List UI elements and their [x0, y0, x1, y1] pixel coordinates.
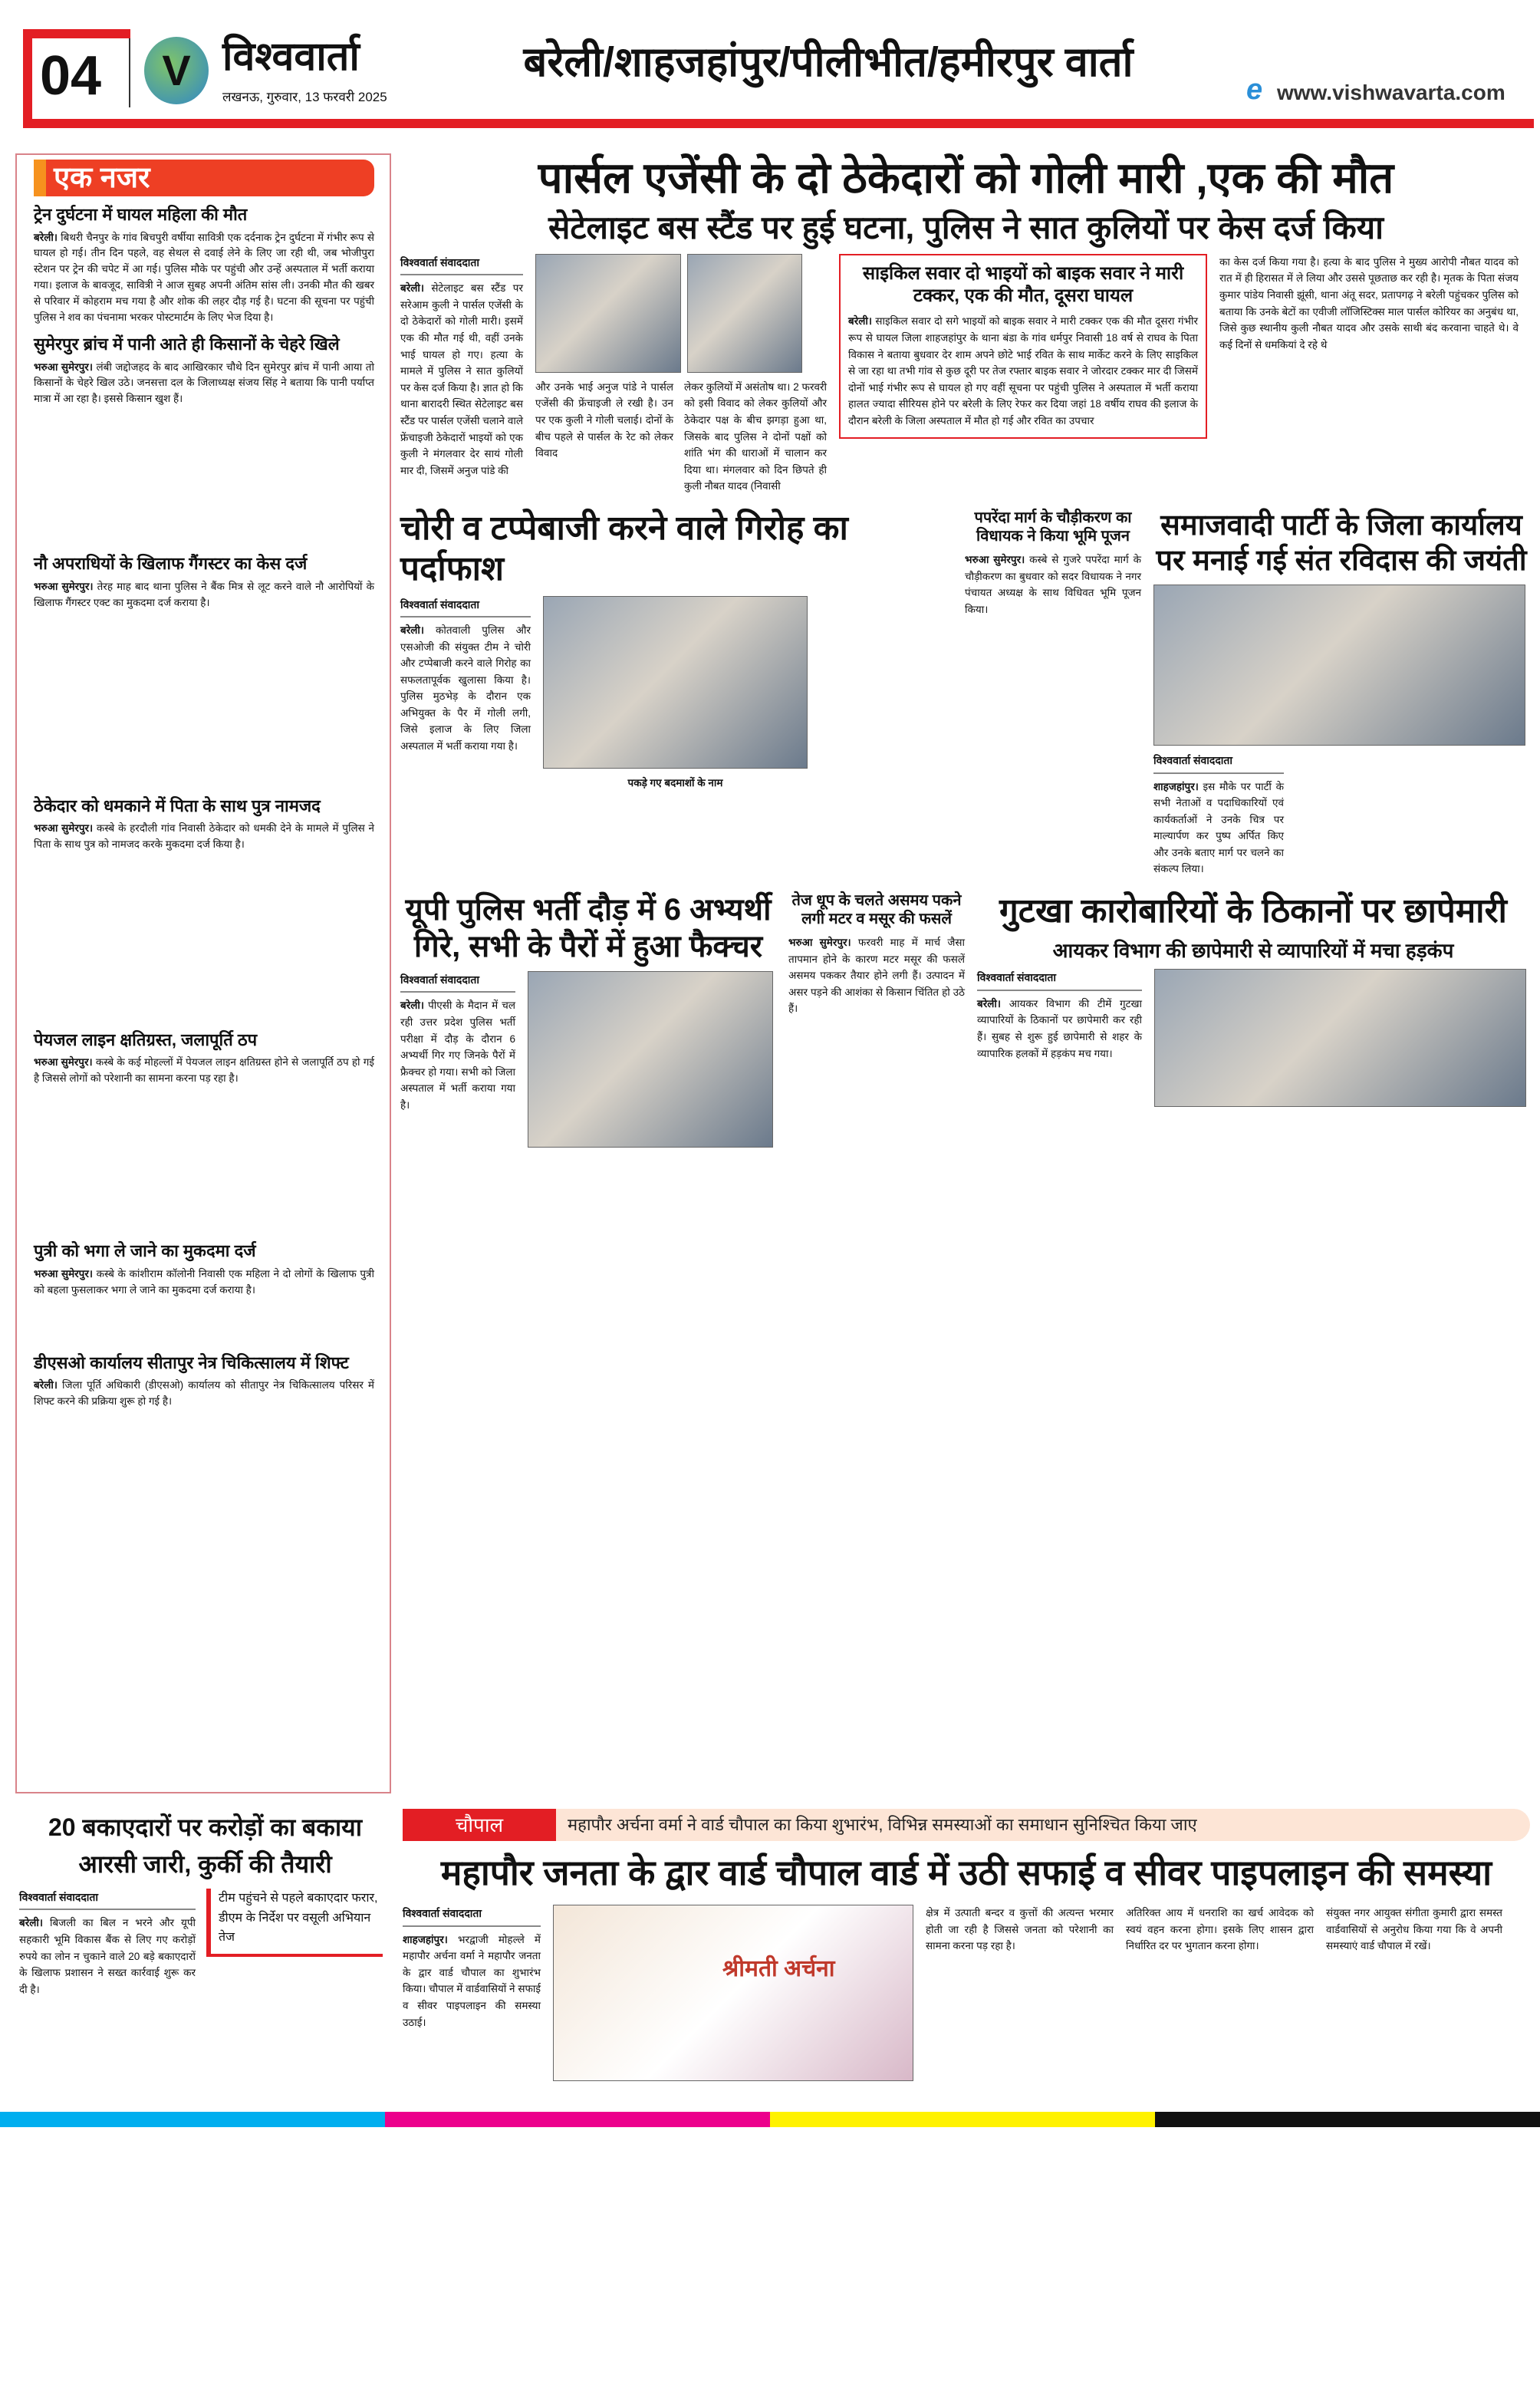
- dateline: लखनऊ, गुरुवार, 13 फरवरी 2025: [222, 90, 387, 104]
- crop-body: फरवरी माह में मार्च जैसा तापमान होने के कारण मटर मसूर की फसलें असमय पककर तैयार होने लगी हैं। उत्पादन में असर पड़ने की आशंका से किसान चिंतित हो उठे हैं।: [788, 937, 965, 1015]
- chaupal-kicker: महापौर अर्चना वर्मा ने वार्ड चौपाल का किया शुभारंभ, विभिन्न समस्याओं का समाधान सुनिश्चित किया जाए: [568, 1814, 1197, 1834]
- browser-icon: e: [1246, 74, 1263, 106]
- brief-story: [34, 1352, 374, 1410]
- brief-title: ठेकेदार को धमकाने में पिता के साथ पुत्र नामजद: [34, 795, 321, 815]
- byline: विश्ववार्ता संवाददाता: [400, 254, 523, 275]
- upper-section: [15, 153, 1534, 1793]
- box-headline: साइकिल सवार दो भाइयों को बाइक सवार ने मारी टक्कर, एक की मौत, दूसरा घायल: [862, 262, 1184, 306]
- brand-name: विश्ववार्ता: [222, 35, 360, 79]
- ek-nazar-label: एक नजर: [34, 160, 374, 196]
- page-number: 04: [40, 45, 102, 107]
- gang-body: [400, 596, 531, 755]
- chaupal-column-4: संयुक्त नगर आयुक्त संगीता कुमारी द्वारा समस्त वार्डवासियों से अनुरोध किया गया कि वे अपनी समस्याएं वार्ड चौपाल में रखें।: [1326, 1907, 1502, 1952]
- brief-story: [34, 795, 374, 853]
- police-text: पीएसी के मैदान में चल रही उत्तर प्रदेश पुलिस भर्ती परीक्षा में दौड़ के दौरान 6 अभ्यर्थी गिर गए जिनके पैरों में फ्रैक्चर हो गया। सभी को जिला अस्पताल में भर्ती कराया गया है।: [400, 1000, 515, 1112]
- bike-accident-box: [839, 254, 1207, 439]
- byline: विश्ववार्ता संवाददाता: [977, 969, 1142, 990]
- brief-title: पेयजल लाइन क्षतिग्रस्त, जलापूर्ति ठप: [34, 1029, 258, 1049]
- chaupal-text: भरद्वाजी मोहल्ले में महापौर अर्चना वर्मा ने महापौर जनता के द्वार वार्ड चौपाल का शुभारंभ किया। चौपाल में वार्डवासियों ने सफाई व सीवर पाइपलाइन की समस्या उठाई।: [403, 1933, 541, 2028]
- sp-text: इस मौके पर पार्टी के सभी नेताओं व पदाधिकारियों एवं कार्यकर्ताओं ने उनके चित्र पर माल्यार्पण कर पुष्प अर्पित किए और उनके बताए मार्ग पर चलने का संकल्प लिया।: [1153, 780, 1284, 875]
- brief-story: [34, 204, 374, 326]
- crop-headline: तेज धूप के चलते असमय पकने लगी मटर व मसूर की फसलें: [791, 892, 962, 928]
- gutkha-subhead: आयकर विभाग की छापेमारी से व्यापारियों में मचा हड़कंप: [1052, 938, 1454, 962]
- story-dateline: बरेली।: [19, 1917, 43, 1929]
- brief-title: सुमेरपुर ब्रांच में पानी आते ही किसानों के चेहरे खिले: [34, 334, 340, 354]
- divider: [129, 38, 130, 107]
- lead-column-3: लेकर कुलियों में असंतोष था। 2 फरवरी को इसी विवाद को लेकर कुलियों और ठेकेदार पक्ष के बीच झगड़ा हुआ था, जिसके बाद पुलिस ने दोनों पक्षों को शांति भंग की धाराओं में चालान कर दिया था। मंगलवार को दिन छिपते ही कुली नौबत यादव (निवासी: [684, 380, 827, 492]
- story-dateline: बरेली।: [34, 231, 58, 243]
- dues-headline: 20 बकाएदारों पर करोड़ों का बकाया आरसी जारी, कुर्की की तैयारी: [48, 1813, 362, 1878]
- header-accent-bar: [23, 29, 130, 38]
- sp-story: [1153, 509, 1529, 878]
- brief-body: कस्बे के कांशीराम कॉलोनी निवासी एक महिला ने दो लोगों के खिलाफ पुत्री को बहला फुसलाकर भगा ले जाने का मुकदमा दर्ज कराया है।: [34, 1267, 374, 1296]
- brief-story: [34, 1029, 374, 1087]
- raid-photo: [1154, 969, 1526, 1107]
- chaupal-column-3: अतिरिक्त आय में धनराशि का खर्च आवेदक को स्वयं वहन करना होगा। इसके लिए शासन द्वारा निर्धारित दर पर भुगतान करना होगा।: [1126, 1907, 1314, 1952]
- story-dateline: शाहजहांपुर।: [403, 1933, 448, 1945]
- story-dateline: भरुआ सुमेरपुर।: [34, 580, 94, 592]
- gutkha-body: [977, 969, 1142, 1062]
- story-dateline: बरेली।: [400, 624, 424, 636]
- lead-headline: पार्सल एजेंसी के दो ठेकेदारों को गोली मारी ,एक की मौत: [538, 153, 1394, 202]
- byline: विश्ववार्ता संवाददाता: [400, 596, 531, 618]
- victim-photo: [687, 254, 802, 373]
- section-title: बरेली/शाहजहांपुर/पीलीभीत/हमीरपुर वार्ता: [523, 39, 1134, 85]
- gang-text: कोतवाली पुलिस और एसओजी की संयुक्त टीम ने चोरी और टप्पेबाजी करने वाले गिरोह का सफलतापूर्वक खुलासा किया है। पुलिस मुठभेड़ के दौरान एक अभियुक्त के पैर में गोली लगी, जिसे इलाज के लिए जिला अस्पताल में भर्ती कराया गया है।: [400, 624, 531, 753]
- dues-story: [19, 1809, 391, 1998]
- paprenda-headline: पपरेंदा मार्ग के चौड़ीकरण का विधायक ने किया भूमि पूजन: [974, 509, 1132, 545]
- police-body: [400, 971, 515, 1114]
- chaupal-story: [403, 1809, 1530, 2081]
- sp-body: [1153, 752, 1284, 878]
- chaupal-column-2: क्षेत्र में उत्पाती बन्दर व कुत्तों की अत्यन्त भरमार होती जा रही है जिससे जनता को परेशानी का सामना करना पड़ रहा है।: [926, 1907, 1114, 1952]
- lead-column-4: का केस दर्ज किया गया है। हत्या के बाद पुलिस ने मुख्य आरोपी नौबत यादव को रात में ही हिरासत में ले लिया और उससे पूछताछ कर रही है। मृतक के पिता संजय कुमार पांडेय निवासी झूंसी, थाना अंतू सदर, प्रतापगढ़ ने बरेली पहुंचकर पुलिस को बताया कि उनके बेटों का एवीजी लॉजिस्टिक्स माल पार्सल कोरियर का अनुबंध था, जिसे कुछ स्थानीय कुली नौबत यादव और उसके साथी बंद करवाना चाहते थे। वे कई दिनों से धमकियां दे रहे थे: [1219, 255, 1519, 351]
- dues-body: [19, 1889, 196, 1998]
- main-area: [400, 153, 1532, 1148]
- crop-story: [788, 891, 965, 1017]
- lead-photo-columns: [535, 379, 827, 495]
- story-dateline: शाहजहांपुर।: [1153, 780, 1199, 792]
- lead-columns: [400, 254, 1532, 495]
- brief-body: जिला पूर्ति अधिकारी (डीएसओ) कार्यालय को सीतापुर नेत्र चिकित्सालय परिसर में शिफ्ट करने की प्रक्रिया शुरू हो गई है।: [34, 1379, 374, 1408]
- chaupal-tag: चौपाल: [403, 1809, 556, 1841]
- police-columns: [400, 971, 776, 1148]
- injured-candidates-photo: [528, 971, 773, 1148]
- gutkha-story: [977, 891, 1529, 1107]
- gutkha-headline: गुटखा कारोबारियों के ठिकानों पर छापेमारी: [999, 892, 1507, 930]
- story-dateline: बरेली।: [400, 1000, 424, 1012]
- police-headline: यूपी पुलिस भर्ती दौड़ में 6 अभ्यर्थी गिरे, सभी के पैरों में हुआ फैक्चर: [405, 893, 772, 964]
- lead-photo-group: [535, 254, 827, 495]
- chaupal-column-1: [403, 1905, 541, 2030]
- brief-body: कस्बे के कई मोहल्लों में पेयजल लाइन क्षतिग्रस्त होने से जलापूर्ति ठप हो गई है जिससे लोगों को परेशानी का सामना करना पड़ रहा है।: [34, 1056, 374, 1085]
- header-rule: [23, 119, 1534, 128]
- gang-columns: [400, 596, 953, 792]
- dues-text: बिजली का बिल न भरने और यूपी सहकारी भूमि विकास बैंक से लिए गए करोड़ों रुपये का लोन न चुकाने वाले 20 बड़े बकाएदारों के खिलाफ प्रशासन ने सख्त कार्रवाई शुरू कर दी है।: [19, 1917, 196, 1995]
- chaupal-kicker-bar: [403, 1809, 1530, 1841]
- police-story: [400, 891, 776, 1148]
- story-dateline: बरेली।: [977, 997, 1001, 1009]
- gang-headline: चोरी व टप्पेबाजी करने वाले गिरोह का पर्दाफाश: [400, 509, 848, 588]
- ek-nazar-box: [15, 153, 391, 1793]
- brief-title: पुत्री को भगा ले जाने का मुकदमा दर्ज: [34, 1241, 256, 1261]
- brief-story: [34, 1240, 374, 1298]
- brief-story: [34, 334, 374, 407]
- brand-logo-icon: V: [144, 37, 209, 104]
- brief-body: तेरह माह बाद थाना पुलिस ने बैंक मित्र से लूट करने वाले नौ आरोपियों के खिलाफ गैंगस्टर एक्ट का मुकदमा दर्ज कराया है।: [34, 580, 374, 608]
- story-dateline: भरुआ सुमेरपुर।: [965, 553, 1025, 565]
- gang-arrest-photo: [543, 596, 808, 769]
- brief-title: नौ अपराधियों के खिलाफ गैंगस्टर का केस दर्ज: [34, 554, 308, 574]
- story-dateline: भरुआ सुमेरपुर।: [34, 361, 93, 373]
- brief-story: [34, 553, 374, 611]
- dues-columns: [19, 1889, 391, 1998]
- hospital-photo: [535, 254, 681, 373]
- brief-title: डीएसओ कार्यालय सीतापुर नेत्र चिकित्सालय में शिफ्ट: [34, 1352, 349, 1372]
- story-dateline: बरेली।: [34, 1379, 58, 1392]
- lead-subhead: सेटेलाइट बस स्टैंड पर हुई घटना, पुलिस ने सात कुलियों पर केस दर्ज किया: [548, 209, 1384, 246]
- bottom-section: [0, 1809, 1540, 2112]
- lead-body: सेटेलाइट बस स्टैंड पर सरेआम कुली ने पार्सल एजेंसी के दो ठेकेदारों को गोली मारी। इसमें एक की मौत गई थी, वहीं उनके भाई घायल हो गए। हत्या के मामले में पुलिस ने सात कुलियों पर केस दर्ज किया है। ज्ञात हो कि थाना बारादरी स्थित सेटेलाइट बस स्टैंड पर पार्सल एजेंसी चलाने वाले फ्रेंचाइजी ठेकेदारों भाइयों को एक कुली ने मंगलवार देर सायं गोली मार दी, जिसमें अनुज पांडे की: [400, 282, 523, 476]
- lead-column-1: [400, 254, 523, 479]
- story-dateline: भरुआ सुमेरपुर।: [34, 822, 94, 835]
- mayor-chaupal-photo: [553, 1905, 913, 2081]
- story-dateline: बरेली।: [848, 315, 872, 328]
- gutkha-columns: [977, 969, 1529, 1107]
- chaupal-columns: [403, 1905, 1530, 2081]
- paprenda-body: कस्बे से गुजरे पपरेंदा मार्ग के चौड़ीकरण का बुधवार को सदर विधायक ने नगर पंचायत अध्यक्ष के साथ विधिवत भूमि पूजन किया।: [965, 553, 1141, 615]
- chaupal-headline: महापौर जनता के द्वार वार्ड चौपाल वार्ड में उठी सफाई व सीवर पाइपलाइन की समस्या: [440, 1853, 1492, 1892]
- brief-title: ट्रेन दुर्घटना में घायल महिला की मौत: [34, 205, 248, 224]
- gang-photo-group: [543, 596, 808, 792]
- sp-headline: समाजवादी पार्टी के जिला कार्यालय पर मनाई गई संत रविदास की जयंती: [1156, 509, 1527, 577]
- lead-photos: [535, 254, 827, 373]
- sp-event-photo: [1153, 585, 1525, 746]
- brief-body: बिथरी चैनपुर के गांव बिचपुरी वर्षीया सावित्री एक दर्दनाक ट्रेन दुर्घटना में गंभीर रूप से घायल हो गई। तीन दिन पहले, वह सेथल से दवाई लेने के लिए जा रही थी, जब भोजीपुरा स्टेशन पर ट्रेन की चपेट में आ गई। पुलिस मौके पर पहुंची और उन्हें अस्पताल में भर्ती कराया गया। इलाज के बावजूद, सावित्री ने आज सुबह अपनी अंतिम सांस ली। उनकी मौत की खबर से परिवार में कोहराम मच गया है और शोक की लहर दौड़ गई है। घटना की सूचना पर पहुंची पुलिस ने शव का पंचनामा भरकर पोस्टमार्टम के लिए भेज दिया है।: [34, 231, 374, 324]
- story-dateline: भरुआ सुमेरपुर।: [34, 1056, 93, 1069]
- lower-row: [400, 891, 1532, 1148]
- page-body: [0, 153, 1540, 2127]
- brief-body: लंबी जद्दोजहद के बाद आखिरकार चौथे दिन सुमेरपुर ब्रांच में पानी आया तो किसानों के चेहरे खिल उठे। जनसत्ता दल के जिलाध्यक्ष संजय सिंह ने बताया कि पानी पर्याप्त मात्रा में आ रहा है। इससे किसान खुश हैं।: [34, 361, 374, 405]
- brief-list: [34, 204, 374, 1410]
- brief-body: कस्बे के हरदौली गांव निवासी ठेकेदार को धमकी देने के मामले में पुलिस ने पिता के साथ पुत्र को नामजद करके मुकदमा दर्ज किया है।: [34, 822, 375, 851]
- gang-story: [400, 509, 953, 791]
- banner-text: श्रीमती अर्चना: [722, 1956, 835, 1982]
- gang-subhead: पकड़े गए बदमाशों के नाम: [627, 776, 723, 789]
- story-dateline: भरुआ सुमेरपुर।: [34, 1267, 93, 1280]
- middle-row: [400, 509, 1532, 878]
- paprenda-story: [965, 509, 1141, 618]
- byline: विश्ववार्ता संवाददाता: [1153, 752, 1284, 773]
- dues-pullquote: टीम पहुंचने से पहले बकाएदार फरार, डीएम के निर्देश पर वसूली अभियान तेज: [206, 1889, 383, 1957]
- byline: विश्ववार्ता संवाददाता: [19, 1889, 196, 1910]
- registration-color-bar: [0, 2112, 1540, 2127]
- byline: विश्ववार्ता संवाददाता: [403, 1905, 541, 1926]
- byline: विश्ववार्ता संवाददाता: [400, 971, 515, 993]
- lead-story: [400, 153, 1532, 495]
- story-dateline: भरुआ सुमेरपुर।: [788, 937, 851, 949]
- lead-column-2: और उनके भाई अनुज पांडे ने पार्सल एजेंसी की फ्रेंचाइजी ले रखी है। उन पर एक कुली ने गोली चलाई। दोनों के बीच पहले से पार्सल के रेट को लेकर विवाद: [535, 380, 673, 459]
- box-body: साइकिल सवार दो सगे भाइयों को बाइक सवार ने मारी टक्कर एक की मौत दूसरा गंभीर रूप से घायल जिला शाहजहांपुर के थाना बंडा के गांव धर्मपुर निवासी 18 वर्ष से राघव के पिता विकास ने बताया बुधवार देर शाम अपने छोटे भाई रवित के साथ मार्केट करने के लिए साइकिल से जा रहा था तभी गांव से कुछ दूरी पर तेज रफ्तार बाइक सवार ने जोरदार टक्कर मार दी जिसमें दोनों भाई गंभीर रूप से घायल हो गए वहीं सूचना पर पहुंची पुलिस ने अस्पताल में भर्ती कराया हालत ज्यादा सीरियस होने पर बरेली के लिए रेफर कर दिया जहां 18 वर्षीय राघव की इलाज के दौरान बरेली के जिला अस्पताल में मौत हो गई और रवित का उपचार: [848, 315, 1198, 427]
- website-link[interactable]: www.vishwavarta.com: [1277, 81, 1505, 104]
- header-accent-bar: [23, 29, 32, 128]
- gutkha-text: आयकर विभाग की टीमें गुटखा व्यापारियों के ठिकानों पर छापेमारी कर रही हैं। सुबह से शुरू हुई छापेमारी से शहर के व्यापारिक हलकों में हड़कंप मच गया।: [977, 997, 1142, 1059]
- story-dateline: बरेली।: [400, 282, 424, 295]
